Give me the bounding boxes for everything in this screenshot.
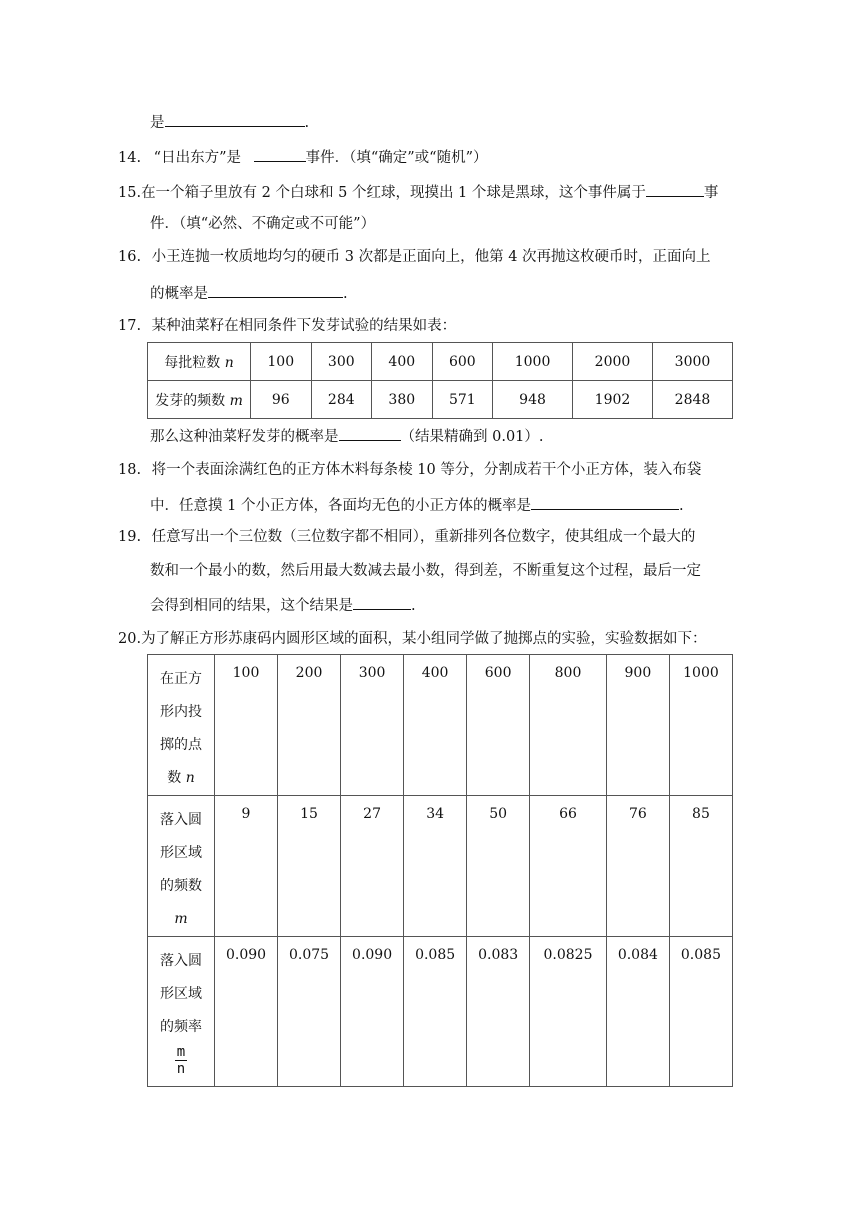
table-cell: 200	[278, 655, 341, 796]
table-cell: 0.090	[215, 937, 278, 1087]
question-17: 17. 某种油菜籽在相同条件下发芽试验的结果如表：	[118, 318, 457, 334]
question-number: 14.	[118, 150, 142, 166]
table-cell: 400	[404, 655, 467, 796]
table-cell: 0.085	[669, 937, 732, 1087]
table-cell: 66	[530, 796, 607, 937]
table-cell: 284	[311, 381, 372, 419]
table-row	[148, 796, 733, 937]
table-cell: 300	[341, 655, 404, 796]
table-cell: 1000	[493, 343, 573, 381]
table-cell: 1000	[669, 655, 732, 796]
question-18-line1: 18. 将一个表面涂满红色的正方体木料每条棱 10 等分，分割成若干个小正方体，装入布袋	[118, 462, 702, 478]
question-number: 18.	[118, 462, 142, 478]
question-15-line1: 15.在一个箱子里放有 2 个白球和 5 个红球，现摸出 1 个球是黑球，这个事件属于 事	[118, 181, 718, 203]
table-cell: 2848	[652, 381, 732, 419]
question-19-line3: 会得到相同的结果，这个结果是 .	[150, 594, 416, 616]
question-14: 14. “日出东方”是 事件．（填“确定”或“随机”）	[118, 146, 488, 168]
table-cell: 1902	[573, 381, 653, 419]
table-cell: 300	[311, 343, 372, 381]
table-cell: 0.090	[341, 937, 404, 1087]
table-cell: 3000	[652, 343, 732, 381]
table-row	[148, 655, 733, 796]
question-17-answer: 那么这种油菜籽发芽的概率是 （结果精确到 0.01）.	[150, 425, 544, 447]
answer-blank[interactable]	[339, 425, 401, 441]
table-cell: 15	[278, 796, 341, 937]
fraction-m-over-n: $\frac{m}{n}$	[176, 1044, 186, 1077]
table-cell: 948	[493, 381, 573, 419]
table-cell: 900	[606, 655, 669, 796]
answer-blank[interactable]	[353, 594, 411, 610]
question-number: 20.	[118, 631, 142, 647]
table-cell: 0.083	[467, 937, 530, 1087]
row-header: 落入圆 形区域 的频数 m	[148, 796, 215, 937]
table-cell: 0.0825	[530, 937, 607, 1087]
question-20: 20.为了解正方形苏康码内圆形区域的面积，某小组同学做了抛掷点的实验，实验数据如下：	[118, 631, 707, 647]
table-cell: 800	[530, 655, 607, 796]
table-cell: 96	[251, 381, 312, 419]
table-cell: 27	[341, 796, 404, 937]
question-number: 19.	[118, 529, 142, 545]
answer-blank[interactable]	[254, 146, 306, 162]
question-19-line1: 19. 任意写出一个三位数（三位数字都不相同），重新排列各位数字，使其组成一个最大的	[118, 529, 696, 545]
question-number: 15.	[118, 185, 142, 201]
question-19-line2: 数和一个最小的数，然后用最大数减去最小数，得到差，不断重复这个过程，最后一定	[150, 563, 701, 579]
row-header: 每批粒数 n	[148, 343, 251, 381]
table-cell: 50	[467, 796, 530, 937]
table-cell: 0.084	[606, 937, 669, 1087]
question-number: 17.	[118, 318, 142, 334]
table-cell: 76	[606, 796, 669, 937]
answer-blank[interactable]	[531, 494, 679, 510]
question-16-line1: 16. 小王连抛一枚质地均匀的硬币 3 次都是正面向上，他第 4 次再抛这枚硬币时，正面向上	[118, 249, 711, 265]
table-cell: 0.085	[404, 937, 467, 1087]
table-cell: 571	[432, 381, 493, 419]
circle-area-table	[147, 654, 733, 1087]
table-cell: 34	[404, 796, 467, 937]
table-cell: 9	[215, 796, 278, 937]
table-cell: 100	[251, 343, 312, 381]
answer-blank[interactable]	[208, 282, 343, 298]
row-header: 在正方 形内投 掷的点 数 n	[148, 655, 215, 796]
q13-tail: 是 .	[150, 111, 309, 133]
table-cell: 380	[372, 381, 433, 419]
table-cell: 2000	[573, 343, 653, 381]
table-row	[148, 381, 733, 419]
table-cell: 600	[467, 655, 530, 796]
table-cell: 400	[372, 343, 433, 381]
row-header: 发芽的频数 m	[148, 381, 251, 419]
row-header: 落入圆 形区域 的频率 $\frac{m}{n}$	[148, 937, 215, 1087]
question-number: 16.	[118, 249, 142, 265]
question-16-line2: 的概率是 .	[150, 282, 348, 304]
answer-blank[interactable]	[646, 181, 704, 197]
table-row	[148, 937, 733, 1087]
table-cell: 600	[432, 343, 493, 381]
answer-blank[interactable]	[165, 111, 305, 127]
table-row	[148, 343, 733, 381]
table-cell: 0.075	[278, 937, 341, 1087]
table-cell: 85	[669, 796, 732, 937]
question-18-line2: 中．任意摸 1 个小正方体，各面均无色的小正方体的概率是 .	[150, 494, 684, 516]
question-15-line2: 件．（填“必然、不确定或不可能”）	[150, 216, 376, 232]
germination-table	[147, 342, 733, 419]
table-cell: 100	[215, 655, 278, 796]
